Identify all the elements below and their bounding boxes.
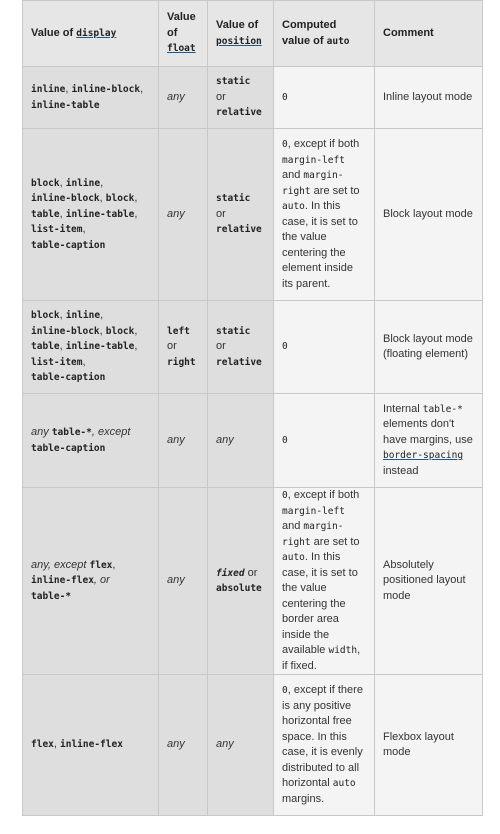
cell-comment: Flexbox layout mode xyxy=(375,675,483,816)
cell-display: flex, inline-flex xyxy=(23,675,159,816)
cell-position: any xyxy=(208,394,274,488)
cell-comment: Block layout mode xyxy=(375,129,483,301)
table-header-row xyxy=(23,1,483,67)
cell-float: any xyxy=(159,129,208,301)
cell-computed: 0 xyxy=(274,301,375,394)
margin-auto-table xyxy=(22,0,483,816)
cell-computed: 0, except if there is any positive horizontal free space. In this case, it is evenly distributed to all horizontal auto margins. xyxy=(274,675,375,816)
cell-float: any xyxy=(159,675,208,816)
table-row xyxy=(23,129,483,301)
header-position-label: Value of xyxy=(216,19,259,31)
cell-display: any, except flex, inline-flex, or table-* xyxy=(23,488,159,675)
position-link[interactable]: position xyxy=(216,35,262,47)
cell-computed: 0, except if both margin-left and margin-right are set to auto. In this case, it is set to the value centering the border area inside the available width, if fixed. xyxy=(274,488,375,675)
cell-display: any table-*, except table-caption xyxy=(23,394,159,488)
cell-computed: 0 xyxy=(274,67,375,129)
cell-float: left or right xyxy=(159,301,208,394)
cell-float: any xyxy=(159,488,208,675)
cell-display: inline, inline-block, inline-table xyxy=(23,67,159,129)
float-link[interactable]: float xyxy=(167,43,196,55)
cell-computed: 0 xyxy=(274,394,375,488)
table-row xyxy=(23,67,483,129)
cell-position: static or relative xyxy=(208,301,274,394)
cell-display: block, inline, inline-block, block, table, inline-table, list-item, table-caption xyxy=(23,129,159,301)
cell-comment: Absolutely positioned layout mode xyxy=(375,488,483,675)
header-display xyxy=(23,1,159,67)
cell-comment: Block layout mode (floating element) xyxy=(375,301,483,394)
cell-float: any xyxy=(159,394,208,488)
table-row xyxy=(23,488,483,675)
cell-comment: Internal table-* elements don't have margins, use border-spacing instead xyxy=(375,394,483,488)
cell-position: any xyxy=(208,675,274,816)
table-row xyxy=(23,301,483,394)
header-computed-code: auto xyxy=(326,35,350,47)
header-comment: Comment xyxy=(375,1,483,67)
table-row xyxy=(23,675,483,816)
cell-position: static or relative xyxy=(208,67,274,129)
header-display-label: Value of xyxy=(31,26,77,39)
header-float-label: Value of xyxy=(167,11,196,39)
table-row xyxy=(23,394,483,488)
cell-comment: Inline layout mode xyxy=(375,67,483,129)
border-spacing-link[interactable]: border-spacing xyxy=(383,450,464,462)
cell-float: any xyxy=(159,67,208,129)
header-float xyxy=(159,1,208,67)
header-computed-label: Computed value of xyxy=(282,19,337,47)
header-position xyxy=(208,1,274,67)
display-link[interactable]: display xyxy=(76,27,117,39)
cell-display: block, inline, inline-block, block, table, inline-table, list-item, table-caption xyxy=(23,301,159,394)
cell-position: static or relative xyxy=(208,129,274,301)
cell-position: fixed or absolute xyxy=(208,488,274,675)
cell-computed: 0, except if both margin-left and margin-right are set to auto. In this case, it is set to the value centering the element inside its parent. xyxy=(274,129,375,301)
header-computed xyxy=(274,1,375,67)
